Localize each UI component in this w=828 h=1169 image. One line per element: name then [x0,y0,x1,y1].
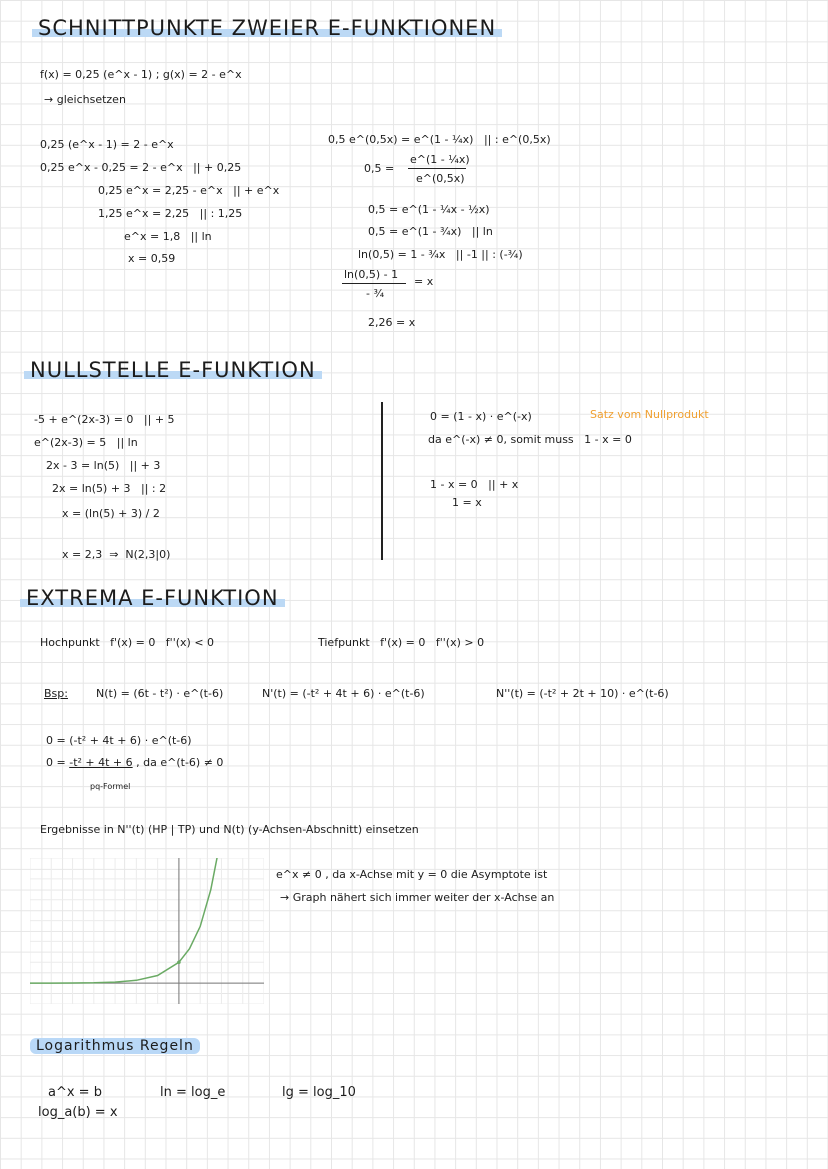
calc-right-line: da e^(-x) ≠ 0, somit muss 1 - x = 0 [428,433,632,446]
section-title-schnittpunkte: SCHNITTPUNKTE ZWEIER E-FUNKTIONEN [32,16,502,40]
y-intercept-point [177,960,181,964]
calc-right-line: 2,26 = x [368,316,416,329]
calc-left-line: e^x = 1,8 || ln [124,230,212,243]
log-rule-1: a^x = b [48,1085,102,1100]
functions-line: f(x) = 0,25 (e^x - 1) ; g(x) = 2 - e^x [40,68,242,81]
section-title-logarithmus: Logarithmus Regeln [30,1040,200,1053]
pq-expression: -t² + 4t + 6 [69,756,133,769]
section-title-extrema: EXTREMA E-FUNKTION [20,586,285,610]
fraction-numerator: ln(0,5) - 1 [344,268,399,281]
calc-left-line: x = 0,59 [128,252,176,265]
calc-left-line: 2x - 3 = ln(5) || + 3 [46,459,161,472]
ergebnisse-line: Ergebnisse in N''(t) (HP | TP) und N(t) (y-Achsen-Abschnitt) einsetzen [40,823,419,836]
calc-left-line: e^(2x-3) = 5 || ln [34,436,138,449]
calc-right-line: = x [414,275,434,288]
graph-note: → Graph nähert sich immer weiter der x-Achse an [280,891,555,904]
tiefpunkt-condition: Tiefpunkt f'(x) = 0 f''(x) > 0 [318,636,485,649]
log-rule-4: lg = log_10 [282,1085,356,1100]
calc-right-line: 1 = x [452,496,482,509]
log-rule-2: log_a(b) = x [38,1105,118,1120]
calc-left-line: x = (ln(5) + 3) / 2 [62,507,160,520]
log-rule-3: ln = log_e [160,1085,226,1100]
function-n: N(t) = (6t - t²) · e^(t-6) [96,687,224,700]
calc-right-line: 0,5 e^(0,5x) = e^(1 - ¼x) || : e^(0,5x) [328,133,551,146]
calc-left-line: x = 2,3 ⇒ N(2,3|0) [62,548,171,561]
function-n-prime: N'(t) = (-t² + 4t + 6) · e^(t-6) [262,687,425,700]
fraction-numerator: e^(1 - ¼x) [410,153,470,166]
pq-formel-label: pq-Formel [90,782,131,791]
exponential-graph [30,858,264,1004]
calc-right-line: ln(0,5) = 1 - ¾x || -1 || : (-¾) [358,248,523,261]
fraction-denominator: e^(0,5x) [416,172,465,185]
section-title-nullstelle: NULLSTELLE E-FUNKTION [24,358,322,382]
calc-left-line: 0,25 e^x - 0,25 = 2 - e^x || + 0,25 [40,161,242,174]
calc-right-line: 1 - x = 0 || + x [430,478,519,491]
calc-left-line: 0,25 e^x = 2,25 - e^x || + e^x [98,184,280,197]
nullprodukt-note: Satz vom Nullprodukt [590,408,709,421]
fraction-bar [342,283,406,284]
calc-right-line: 0,5 = [364,162,398,175]
fraction-denominator: - ¾ [366,287,385,300]
extrema-eq2: 0 = -t² + 4t + 6 , da e^(t-6) ≠ 0 [46,756,224,769]
bsp-label: Bsp: [44,687,68,700]
step-gleichsetzen: → gleichsetzen [44,93,126,106]
fraction-bar [408,168,466,169]
extrema-eq1: 0 = (-t² + 4t + 6) · e^(t-6) [46,734,192,747]
calc-left-line: 0,25 (e^x - 1) = 2 - e^x [40,138,174,151]
asymptote-note: e^x ≠ 0 , da x-Achse mit y = 0 die Asymptote ist [276,868,548,881]
hochpunkt-condition: Hochpunkt f'(x) = 0 f''(x) < 0 [40,636,215,649]
calc-left-line: -5 + e^(2x-3) = 0 || + 5 [34,413,175,426]
column-divider [381,402,383,560]
function-n-double-prime: N''(t) = (-t² + 2t + 10) · e^(t-6) [496,687,669,700]
calc-right-line: 0 = (1 - x) · e^(-x) [430,410,532,423]
calc-right-line: 0,5 = e^(1 - ¼x - ½x) [368,203,490,216]
calc-left-line: 2x = ln(5) + 3 || : 2 [52,482,167,495]
calc-left-line: 1,25 e^x = 2,25 || : 1,25 [98,207,243,220]
calc-right-line: 0,5 = e^(1 - ¾x) || ln [368,225,493,238]
